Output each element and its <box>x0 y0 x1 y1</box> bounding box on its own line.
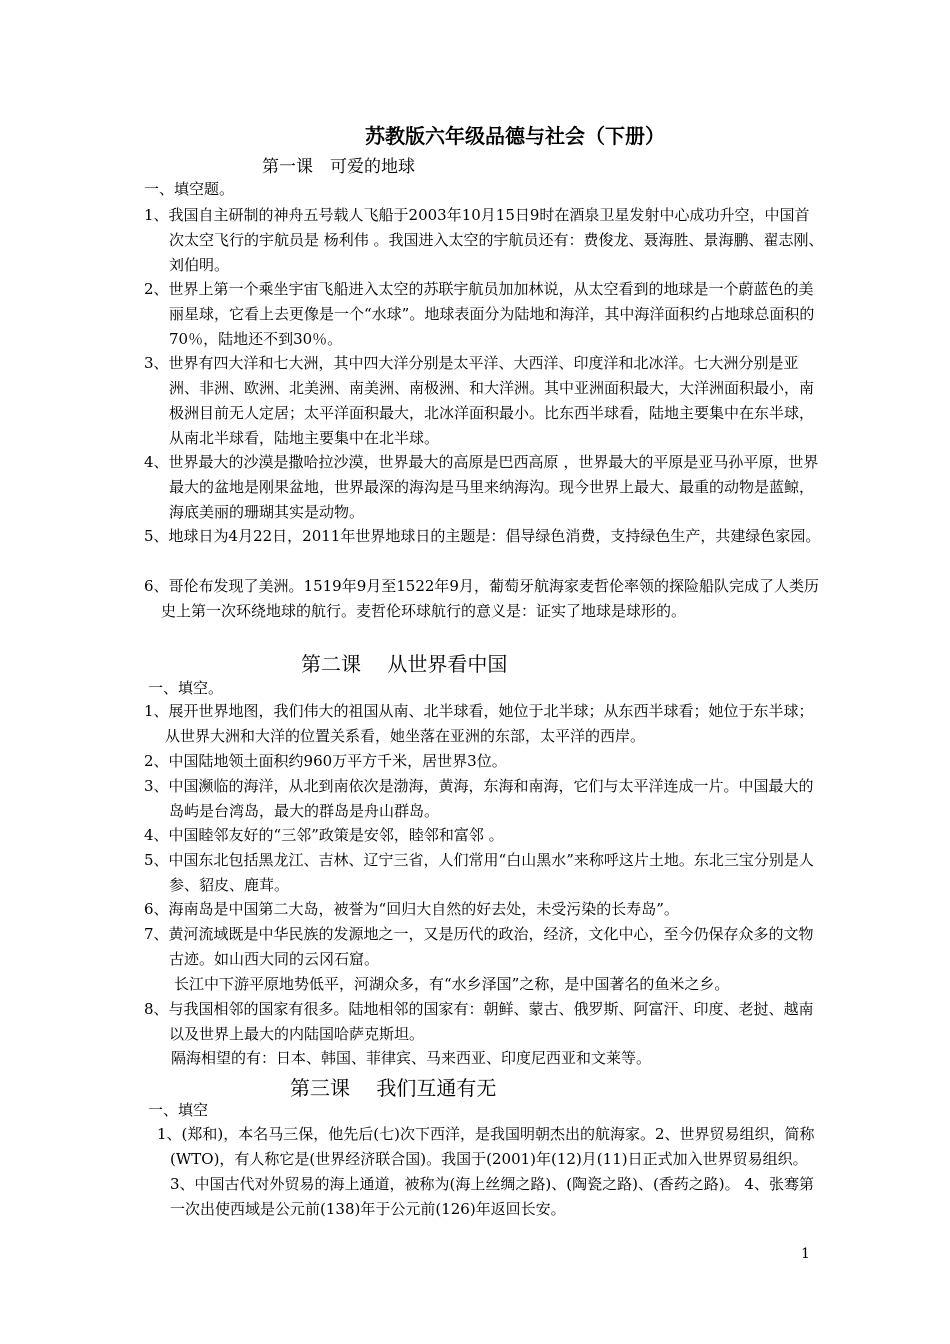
lesson3-heading: 第三课 我们互通有无 <box>290 1076 497 1100</box>
lesson2-item-1: 1、展开世界地图，我们伟大的祖国从南、北半球看，她位于北半球；从东西半球看；她位于东半球；从世界大洲和大洋的位置关系看，她坐落在亚洲的东部，太平洋的西岸。 <box>144 702 814 745</box>
lesson1-item-1: 1、我国自主研制的神舟五号载人飞船于2003年10月15日9时在酒泉卫星发射中心成功升空，中国首次太空飞行的宇航员是 杨利伟 。我国进入太空的宇航员还有：费俊龙、聂海胜、景海鹏、翟志刚、刘伯明。 <box>144 206 824 274</box>
lesson1-item-5: 5、地球日为4月22日，2011年世界地球日的主题是：倡导绿色消费，支持绿色生产，共建绿色家园。 <box>144 527 821 545</box>
lesson2-item-2: 2、中国陆地领土面积约960万平方千米，居世界3位。 <box>144 752 507 770</box>
lesson2-note-7: 长江中下游平原地势低平，河湖众多，有“水乡泽国”之称，是中国著名的鱼米之乡。 <box>174 975 730 993</box>
lesson2-item-5: 5、中国东北包括黑龙江、吉林、辽宁三省，人们常用“白山黑水”来称呼这片土地。东北三宝分别是人参、貂皮、鹿茸。 <box>144 851 814 894</box>
lesson2-item-8: 8、与我国相邻的国家有很多。陆地相邻的国家有：朝鲜、蒙古、俄罗斯、阿富汗、印度、老挝、越南以及世界上最大的内陆国哈萨克斯坦。 <box>144 1000 814 1043</box>
lesson2-heading: 第二课 从世界看中国 <box>301 652 508 676</box>
lesson1-item-3: 3、世界有四大洋和七大洲，其中四大洋分别是太平洋、大西洋、印度洋和北冰洋。七大洲分别是亚洲、非洲、欧洲、北美洲、南美洲、南极洲、和大洋洲。其中亚洲面积最大，大洋洲面积最小，南极洲目前无人定居；太平洋面积最大，北冰洋面积最小。比东西半球看，陆地主要集中在东半球，从南北半球看，陆地主要集中在北半球。 <box>144 354 815 447</box>
lesson2-item-4: 4、中国睦邻友好的“三邻”政策是安邻，睦邻和富邻 。 <box>144 826 504 844</box>
lesson3-paragraph: 1、(郑和)，本名马三保，他先后(七)次下西洋，是我国明朝杰出的航海家。2、世界贸易组织，简称(WTO)，有人称它是(世界经济联合国)。我国于(2001)年(12)月(11)日正式加入世界贸易组织。 3、中国古代对外贸易的海上通道，被称为(海上丝绸之路)、(陶瓷之路)、(香药之路)。 4、张骞第一次出使西域是公元前(138)年于公元前(126)年返回长安。 <box>157 1125 815 1218</box>
lesson1-item-4: 4、世界最大的沙漠是撒哈拉沙漠，世界最大的高原是巴西高原 ，世界最大的平原是亚马孙平原，世界最大的盆地是刚果盆地，世界最深的海沟是马里来纳海沟。现今世界上最大、最重的动物是蓝鲸，海底美丽的珊瑚其实是动物。 <box>144 453 819 521</box>
lesson2-item-6: 6、海南岛是中国第二大岛，被誉为“回归大自然的好去处，未受污染的长寿岛”。 <box>144 900 679 918</box>
lesson1-item-2: 2、世界上第一个乘坐宇宙飞船进入太空的苏联宇航员加加林说，从太空看到的地球是一个蔚蓝色的美丽星球，它看上去更像是一个“水球”。地球表面分为陆地和海洋，其中海洋面积约占地球总面积的 70％，陆地还不到30％。 <box>144 280 815 348</box>
lesson2-item-7: 7、黄河流域既是中华民族的发源地之一，又是历代的政治，经济，文化中心，至今仍保存众多的文物古迹。如山西大同的云冈石窟。 <box>144 925 814 968</box>
lesson1-section: 一、填空题。 <box>144 180 235 198</box>
lesson2-item-3: 3、中国濒临的海洋，从北到南依次是渤海，黄海，东海和南海，它们与太平洋连成一片。中国最大的岛屿是台湾岛，最大的群岛是舟山群岛。 <box>144 777 814 820</box>
lesson1-item-6: 6、哥伦布发现了美洲。1519年9月至1522年9月，葡萄牙航海家麦哲伦率领的探险船队完成了人类历史上第一次环绕地球的航行。麦哲伦环球航行的意义是：证实了地球是球形的。 <box>144 577 819 620</box>
page-number: 1 <box>801 1246 810 1262</box>
lesson2-note-8: 隔海相望的有：日本、韩国、菲律宾、马来西亚、印度尼西亚和文莱等。 <box>171 1049 652 1067</box>
document-title: 苏教版六年级品德与社会（下册） <box>365 124 665 148</box>
lesson3-section: 一、填空 <box>148 1101 209 1119</box>
lesson1-heading: 第一课 可爱的地球 <box>262 157 415 177</box>
lesson2-section: 一、填空。 <box>148 679 224 697</box>
